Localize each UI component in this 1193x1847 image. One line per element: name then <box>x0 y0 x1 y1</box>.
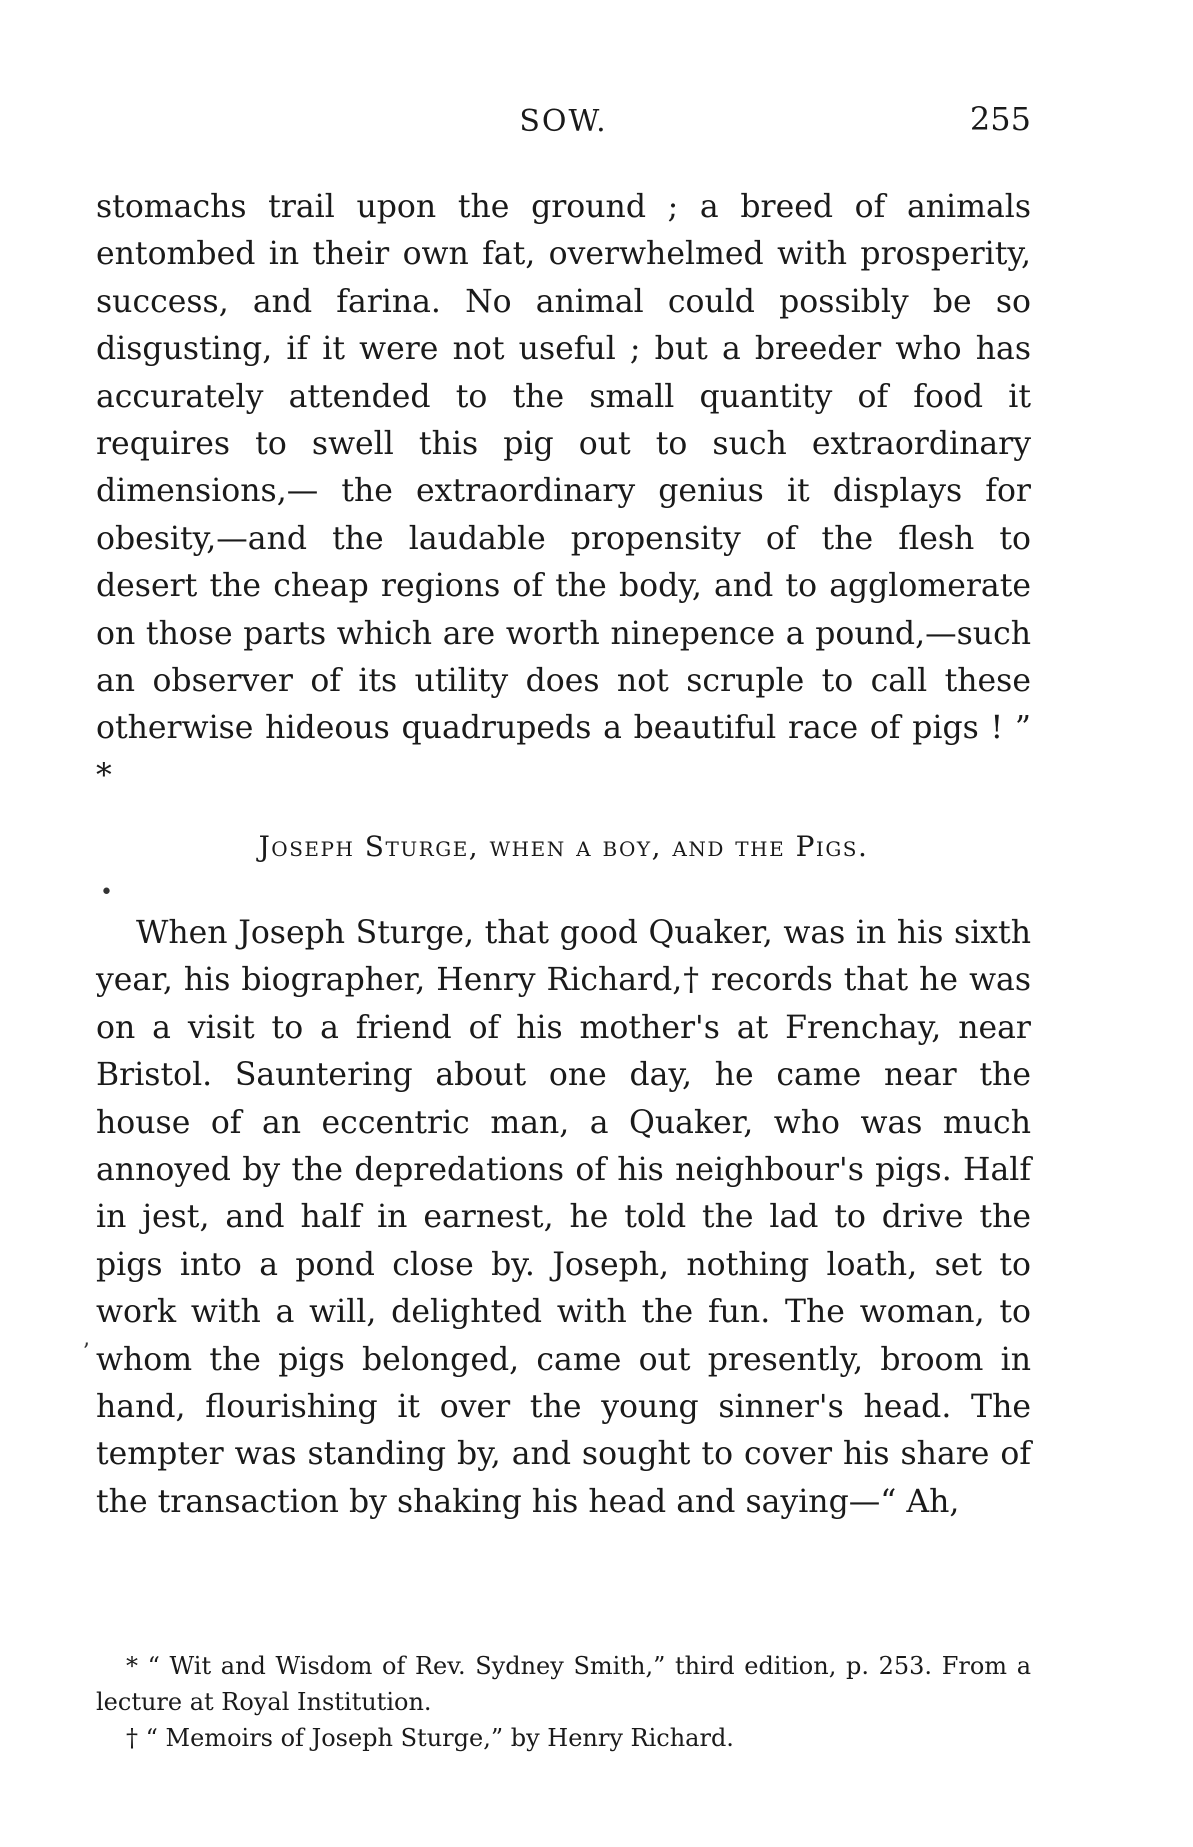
stray-ink-mark: ʼ <box>82 1340 89 1365</box>
running-head: SOW. <box>519 104 608 139</box>
stray-ink-mark: • <box>100 880 113 905</box>
footnotes <box>96 1648 1031 1756</box>
footnote-2: † “ Memoirs of Joseph Sturge,” by Henry Richard. <box>126 1724 734 1752</box>
footnote-1: * “ Wit and Wisdom of Rev. Sydney Smith,” third edition, p. 253. From a lecture at Royal Institution. <box>96 1652 1031 1716</box>
paragraph-continued: stomachs trail upon the ground ; a breed of animals entombed in their own fat, overwhelmed with prosperity, success, and farina. No animal could possibly be so disgusting, if it were not useful ; but a breeder who has accurately attended to the small quantity of food it requires to swell this pig out to such extraordinary dimensions,— the extraordinary genius it displays for obesity,—and the laudable propensity of the flesh to desert the cheap regions of the body, and to agglomerate on those parts which are worth ninepence a pound,—such an observer of its utility does not scruple to call these otherwise hideous quadrupeds a beautiful race of pigs ! ” * <box>96 189 1031 794</box>
section-heading: Joseph Sturge, when a boy, and the Pigs. <box>258 830 869 863</box>
page-header <box>96 100 1031 150</box>
paragraph-anecdote: When Joseph Sturge, that good Quaker, was in his sixth year, his biographer, Henry Richard,† records that he was on a visit to a friend of his mother's at Frenchay, near Bristol. Sauntering about one day, he came near the house of an eccentric man, a Quaker, who was much annoyed by the depredations of his neighbour's pigs. Half in jest, and half in earnest, he told the lad to drive the pigs into a pond close by. Joseph, nothing loath, set to work with a will, delighted with the fun. The woman, to whom the pigs belonged, came out presently, broom in hand, flourishing it over the young sinner's head. The tempter was standing by, and sought to cover his share of the transaction by shaking his head and saying—“ Ah, <box>96 915 1031 1520</box>
page-number: 255 <box>969 100 1031 138</box>
